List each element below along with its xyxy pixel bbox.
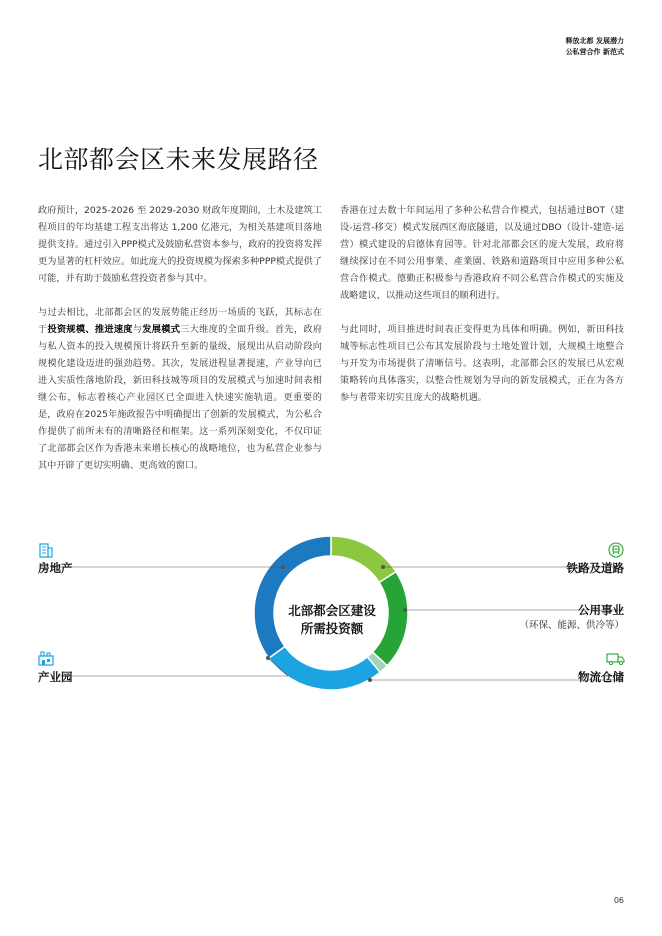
label-rail-road: 铁路及道路 [566, 561, 624, 575]
text-run: 与过去相比，北部都会区的发展势能正经历一场质的飞跃，其标志在于 [38, 307, 322, 335]
donut-center-label [270, 602, 394, 638]
left-paragraph-1: 政府预计，2025-2026 至 2029-2030 财政年度期间，土木及建筑工程项目的年均基建工程支出将达 1,200 亿港元，为相关基建项目落地提供支持。通过引入PPP模式及鼓励私营资本参与，政府的投资将发挥更为显著的杠杆效应。如此庞大的投资规模为探索多种PPP模式提供了可能，并有助于鼓励私营投资者参与其中。 [38, 205, 322, 284]
page-title: 北部都会区未来发展路径 [38, 145, 319, 174]
emphasis-separator: 、 [85, 324, 95, 335]
label-industrial-park: 产业园 [38, 670, 73, 684]
label-utilities: 公用事业 [578, 603, 624, 617]
leader-dot-logistics [368, 678, 372, 682]
text-run: 与 [132, 324, 143, 335]
text-run: 三大维度的全面升级。首先，政府与私人资本的投入规模预计将跃升至新的量级，展现出从启动阶段向规模化建设迈进的强劲趋势。其次，发展进程显著提速，产业导向已进入实质性落地阶段，新田科技城等项目的发展模式与加速时间表相继公布，标志着核心产业园区已全面进入快速实施轨道。更重要的是，政府在2025年施政报告中明确提出了创新的发展模式，为公私合作提供了前所未有的清晰路径和框架。这一系列深刻变化，不仅印证了北部都会区作为香港未来增长核心的战略地位，也为私营企业参与其中开辟了更切实明确、更高效的窗口。 [38, 324, 323, 471]
right-paragraph-1: 香港在过去数十年间运用了多种公私营合作模式，包括通过BOT（建设-运营-移交）模式发展西区海底隧道，以及通过DBO（设计-建造-运营）模式建设的启德体育园等。针对北部都会区的庞大发展，政府将继续探讨在不同公用事業、產業園、铁路和道路项目中应用多种公私营合作模式。德勤正积极参与香港政府不同公私营合作模式的实施及战略建议，以推动这些项目的顺利进行。 [340, 205, 624, 301]
donut-title-line-2: 所需投资额 [300, 621, 364, 636]
donut-title-line-1: 北部都会区建设 [288, 603, 376, 618]
investment-chart [0, 530, 662, 710]
donut-segment-3 [269, 647, 380, 690]
donut-segment-4 [254, 536, 331, 658]
label-logistics: 物流仓储 [578, 670, 624, 684]
emphasis-investment-scale: 投资规模 [47, 324, 86, 335]
left-paragraph-2 [38, 304, 322, 474]
donut-segment-0 [331, 536, 396, 582]
industrial-park-icon [38, 650, 54, 666]
train-icon [608, 542, 624, 558]
leader-dot-industrial-park [266, 656, 270, 660]
header-line-2: 公私营合作 新范式 [565, 48, 624, 56]
label-utilities-sub: （环保、能源、供冷等） [519, 620, 624, 631]
header-tag [566, 36, 624, 58]
building-icon [38, 542, 54, 558]
emphasis-progress-speed: 推进速度 [94, 324, 133, 335]
right-paragraph-2: 与此同时，项目推进时间表正变得更为具体和明确。例如，新田科技城等标志性项目已公布其发展阶段与土地处置计划，大规模土地整合与开发为市场提供了清晰信号。这表明，北部都会区的发展已从宏观策略转向具体落实，以整合性规划为导向的新发展模式，正在为各方参与者带来切实且庞大的战略机遇。 [340, 324, 624, 403]
label-real-estate: 房地产 [38, 561, 73, 575]
leader-dot-rail-road [381, 565, 385, 569]
right-column [340, 202, 624, 423]
leader-dot-real-estate [281, 565, 285, 569]
truck-icon [606, 650, 626, 666]
emphasis-development-model: 发展模式 [142, 324, 181, 335]
left-column [38, 202, 322, 491]
leader-dot-utilities [403, 608, 407, 612]
header-line-1: 释放北都 发展潜力 [565, 37, 624, 45]
page-number: 06 [613, 896, 624, 905]
